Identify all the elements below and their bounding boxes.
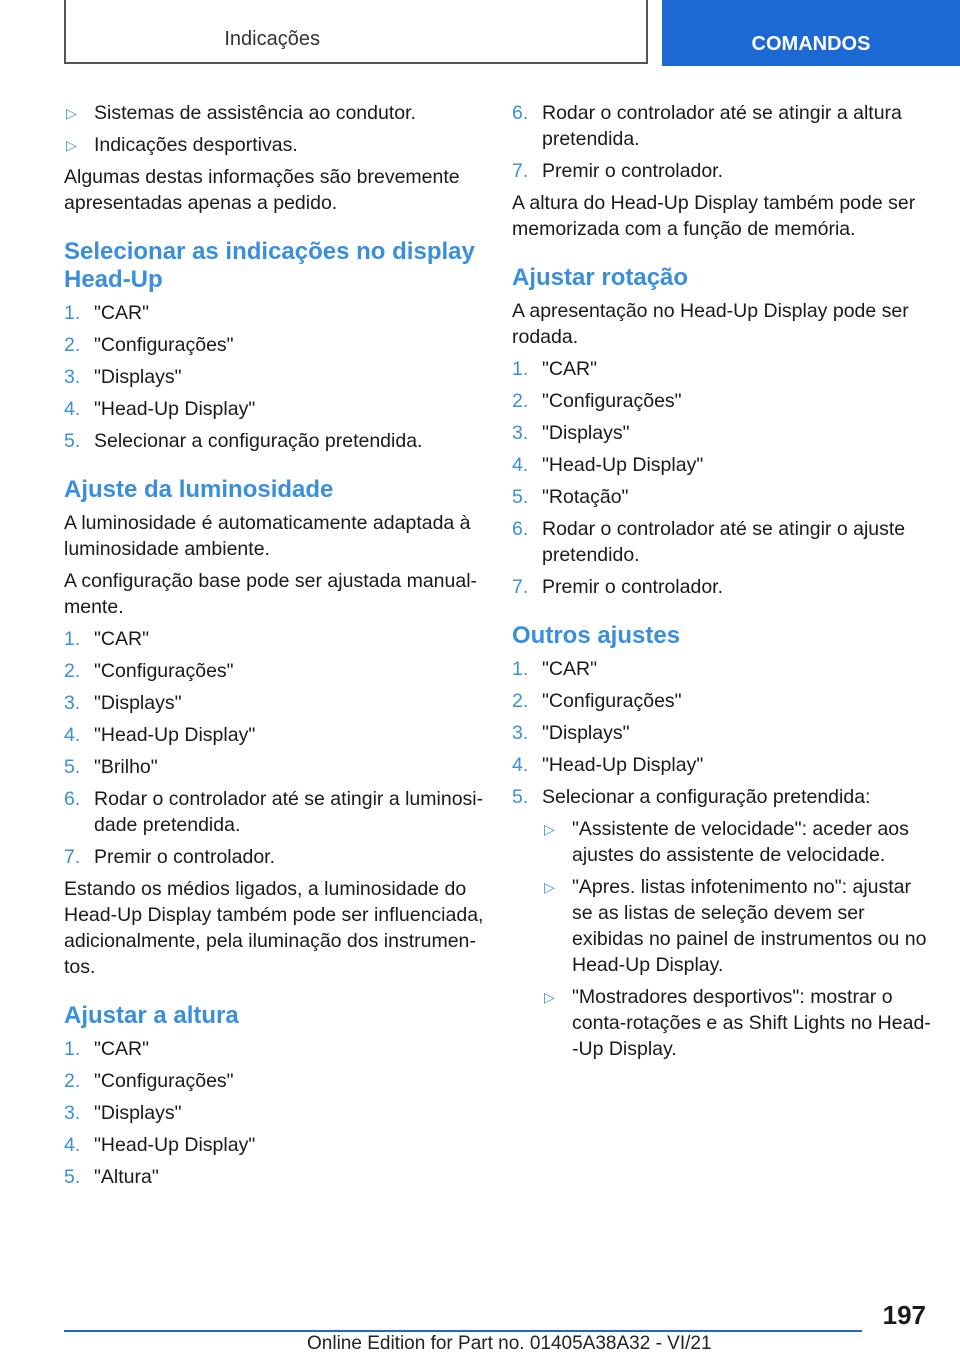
step-number: 5. bbox=[64, 756, 81, 778]
step-number: 7. bbox=[512, 576, 529, 598]
bullet-text: Indicações desportivas. bbox=[94, 134, 298, 156]
step-text: "Head-Up Display" bbox=[94, 724, 256, 746]
step-text: "Configurações" bbox=[94, 660, 234, 682]
bullet-item bbox=[64, 132, 484, 158]
step-text: Premir o controlador. bbox=[94, 846, 275, 868]
step-number: 5. bbox=[512, 486, 529, 508]
triangle-right-icon: ▷ bbox=[66, 137, 77, 153]
right-column bbox=[512, 100, 932, 1068]
step-number: 4. bbox=[64, 398, 81, 420]
numbered-step bbox=[512, 356, 932, 382]
step-text: Premir o controlador. bbox=[542, 160, 723, 182]
paragraph: A luminosidade é automaticamente adaptada à luminosidade ambiente. bbox=[64, 512, 471, 560]
step-number: 7. bbox=[512, 160, 529, 182]
step-number: 5. bbox=[64, 1166, 81, 1188]
section-heading: Selecionar as indicações no display Head-Up bbox=[64, 238, 475, 293]
step-number: 7. bbox=[64, 846, 81, 868]
step-text: Premir o controlador. bbox=[542, 576, 723, 598]
numbered-step bbox=[512, 516, 932, 568]
numbered-step bbox=[64, 786, 484, 838]
paragraph: A altura do Head-Up Display também pode ser memorizada com a função de memória. bbox=[512, 192, 916, 240]
numbered-step bbox=[64, 364, 484, 390]
step-number: 1. bbox=[64, 1038, 81, 1060]
paragraph: Estando os médios ligados, a luminosidade do Head-Up Display também pode ser influenciada, adicionalmente, pela iluminação dos instrumen-tos. bbox=[64, 878, 484, 978]
numbered-step bbox=[512, 420, 932, 446]
step-text: "Displays" bbox=[542, 422, 630, 444]
step-number: 6. bbox=[64, 788, 81, 810]
step-text: "Head-Up Display" bbox=[542, 754, 704, 776]
step-number: 4. bbox=[64, 1134, 81, 1156]
left-column bbox=[64, 100, 484, 1196]
step-text: Rodar o controlador até se atingir o ajuste pretendido. bbox=[542, 518, 906, 566]
numbered-step bbox=[64, 844, 484, 870]
step-number: 1. bbox=[512, 358, 529, 380]
step-text: "Configurações" bbox=[542, 390, 682, 412]
step-text: "Altura" bbox=[94, 1166, 159, 1188]
step-text: Selecionar a configuração pretendida: bbox=[542, 786, 871, 808]
sub-bullet-item bbox=[542, 984, 932, 1062]
numbered-step bbox=[64, 1068, 484, 1094]
numbered-step bbox=[512, 100, 932, 152]
step-number: 4. bbox=[64, 724, 81, 746]
section-heading: Outros ajustes bbox=[512, 622, 681, 649]
step-number: 6. bbox=[512, 518, 529, 540]
step-number: 1. bbox=[64, 302, 81, 324]
numbered-step bbox=[64, 1164, 484, 1190]
step-text: Rodar o controlador até se atingir a altura pretendida. bbox=[542, 102, 902, 150]
step-number: 2. bbox=[512, 690, 529, 712]
numbered-step bbox=[512, 688, 932, 714]
numbered-step bbox=[64, 396, 484, 422]
numbered-step bbox=[512, 388, 932, 414]
step-number: 3. bbox=[64, 366, 81, 388]
numbered-step bbox=[64, 300, 484, 326]
step-text: "CAR" bbox=[94, 302, 150, 324]
step-number: 2. bbox=[512, 390, 529, 412]
step-list bbox=[512, 356, 932, 600]
step-number: 3. bbox=[64, 692, 81, 714]
step-text: "CAR" bbox=[94, 628, 150, 650]
sub-bullet-text: "Apres. listas infotenimento no": ajustar se as listas de seleção devem ser exibidas no painel de instrumentos ou no Head-Up Display. bbox=[572, 876, 927, 976]
numbered-step bbox=[64, 722, 484, 748]
step-text: "CAR" bbox=[542, 358, 598, 380]
numbered-step bbox=[512, 784, 932, 810]
sub-bullet-text: "Mostradores desportivos": mostrar o conta-rotações e as Shift Lights no Head--Up Display. bbox=[572, 986, 931, 1060]
step-list bbox=[512, 100, 932, 184]
step-list bbox=[64, 1036, 484, 1190]
step-text: "CAR" bbox=[94, 1038, 150, 1060]
step-text: "CAR" bbox=[542, 658, 598, 680]
numbered-step bbox=[64, 626, 484, 652]
numbered-step bbox=[64, 690, 484, 716]
step-text: "Head-Up Display" bbox=[94, 398, 256, 420]
step-text: Rodar o controlador até se atingir a luminosi-dade pretendida. bbox=[94, 788, 484, 836]
numbered-step bbox=[64, 1036, 484, 1062]
step-text: "Configurações" bbox=[94, 1070, 234, 1092]
paragraph: A configuração base pode ser ajustada manual-mente. bbox=[64, 570, 478, 618]
step-text: "Head-Up Display" bbox=[542, 454, 704, 476]
triangle-right-icon: ▷ bbox=[544, 879, 555, 895]
page-number: 197 bbox=[882, 1300, 926, 1330]
step-number: 2. bbox=[64, 334, 81, 356]
step-number: 3. bbox=[512, 722, 529, 744]
triangle-right-icon: ▷ bbox=[544, 821, 555, 837]
footer-edition: Online Edition for Part no. 01405A38A32 - VI/21 bbox=[307, 1333, 712, 1354]
numbered-step bbox=[512, 720, 932, 746]
step-number: 4. bbox=[512, 754, 529, 776]
header-section-title: Indicações bbox=[224, 28, 320, 50]
step-text: Selecionar a configuração pretendida. bbox=[94, 430, 423, 452]
numbered-step bbox=[64, 1132, 484, 1158]
numbered-step bbox=[512, 574, 932, 600]
section-heading: Ajuste da luminosidade bbox=[64, 476, 334, 503]
step-number: 3. bbox=[64, 1102, 81, 1124]
numbered-step bbox=[512, 452, 932, 478]
triangle-right-icon: ▷ bbox=[66, 105, 77, 121]
step-list bbox=[64, 626, 484, 870]
numbered-step bbox=[64, 332, 484, 358]
sub-bullet-item bbox=[542, 816, 932, 868]
numbered-step bbox=[512, 158, 932, 184]
bullet-text: Sistemas de assistência ao condutor. bbox=[94, 102, 416, 124]
step-text: "Displays" bbox=[542, 722, 630, 744]
step-text: "Displays" bbox=[94, 692, 182, 714]
step-number: 6. bbox=[512, 102, 529, 124]
paragraph: A apresentação no Head-Up Display pode ser rodada. bbox=[512, 300, 909, 348]
header-frame bbox=[64, 0, 648, 64]
step-number: 2. bbox=[64, 660, 81, 682]
section-heading: Ajustar a altura bbox=[64, 1002, 239, 1029]
step-text: "Brilho" bbox=[94, 756, 158, 778]
section-heading: Ajustar rotação bbox=[512, 264, 689, 291]
bullet-item bbox=[64, 100, 484, 126]
step-number: 2. bbox=[64, 1070, 81, 1092]
paragraph: Algumas destas informações são brevemente apresentadas apenas a pedido. bbox=[64, 166, 460, 214]
numbered-step bbox=[64, 658, 484, 684]
step-text: "Head-Up Display" bbox=[94, 1134, 256, 1156]
step-list bbox=[64, 300, 484, 454]
step-number: 3. bbox=[512, 422, 529, 444]
step-number: 1. bbox=[64, 628, 81, 650]
numbered-step bbox=[512, 752, 932, 778]
numbered-step bbox=[64, 754, 484, 780]
numbered-step bbox=[64, 1100, 484, 1126]
step-number: 1. bbox=[512, 658, 529, 680]
step-number: 5. bbox=[64, 430, 81, 452]
step-text: "Displays" bbox=[94, 366, 182, 388]
step-text: "Configurações" bbox=[542, 690, 682, 712]
step-text: "Rotação" bbox=[542, 486, 629, 508]
step-number: 4. bbox=[512, 454, 529, 476]
numbered-step bbox=[64, 428, 484, 454]
numbered-step bbox=[512, 656, 932, 682]
footer-divider bbox=[64, 1330, 862, 1332]
step-number: 5. bbox=[512, 786, 529, 808]
sub-bullet-text: "Assistente de velocidade": aceder aos ajustes do assistente de velocidade. bbox=[572, 818, 909, 866]
triangle-right-icon: ▷ bbox=[544, 989, 555, 1005]
step-text: "Displays" bbox=[94, 1102, 182, 1124]
numbered-step bbox=[512, 484, 932, 510]
sub-bullet-item bbox=[542, 874, 932, 978]
step-list bbox=[512, 656, 932, 810]
step-text: "Configurações" bbox=[94, 334, 234, 356]
header-chapter-tab: COMANDOS bbox=[662, 0, 960, 66]
